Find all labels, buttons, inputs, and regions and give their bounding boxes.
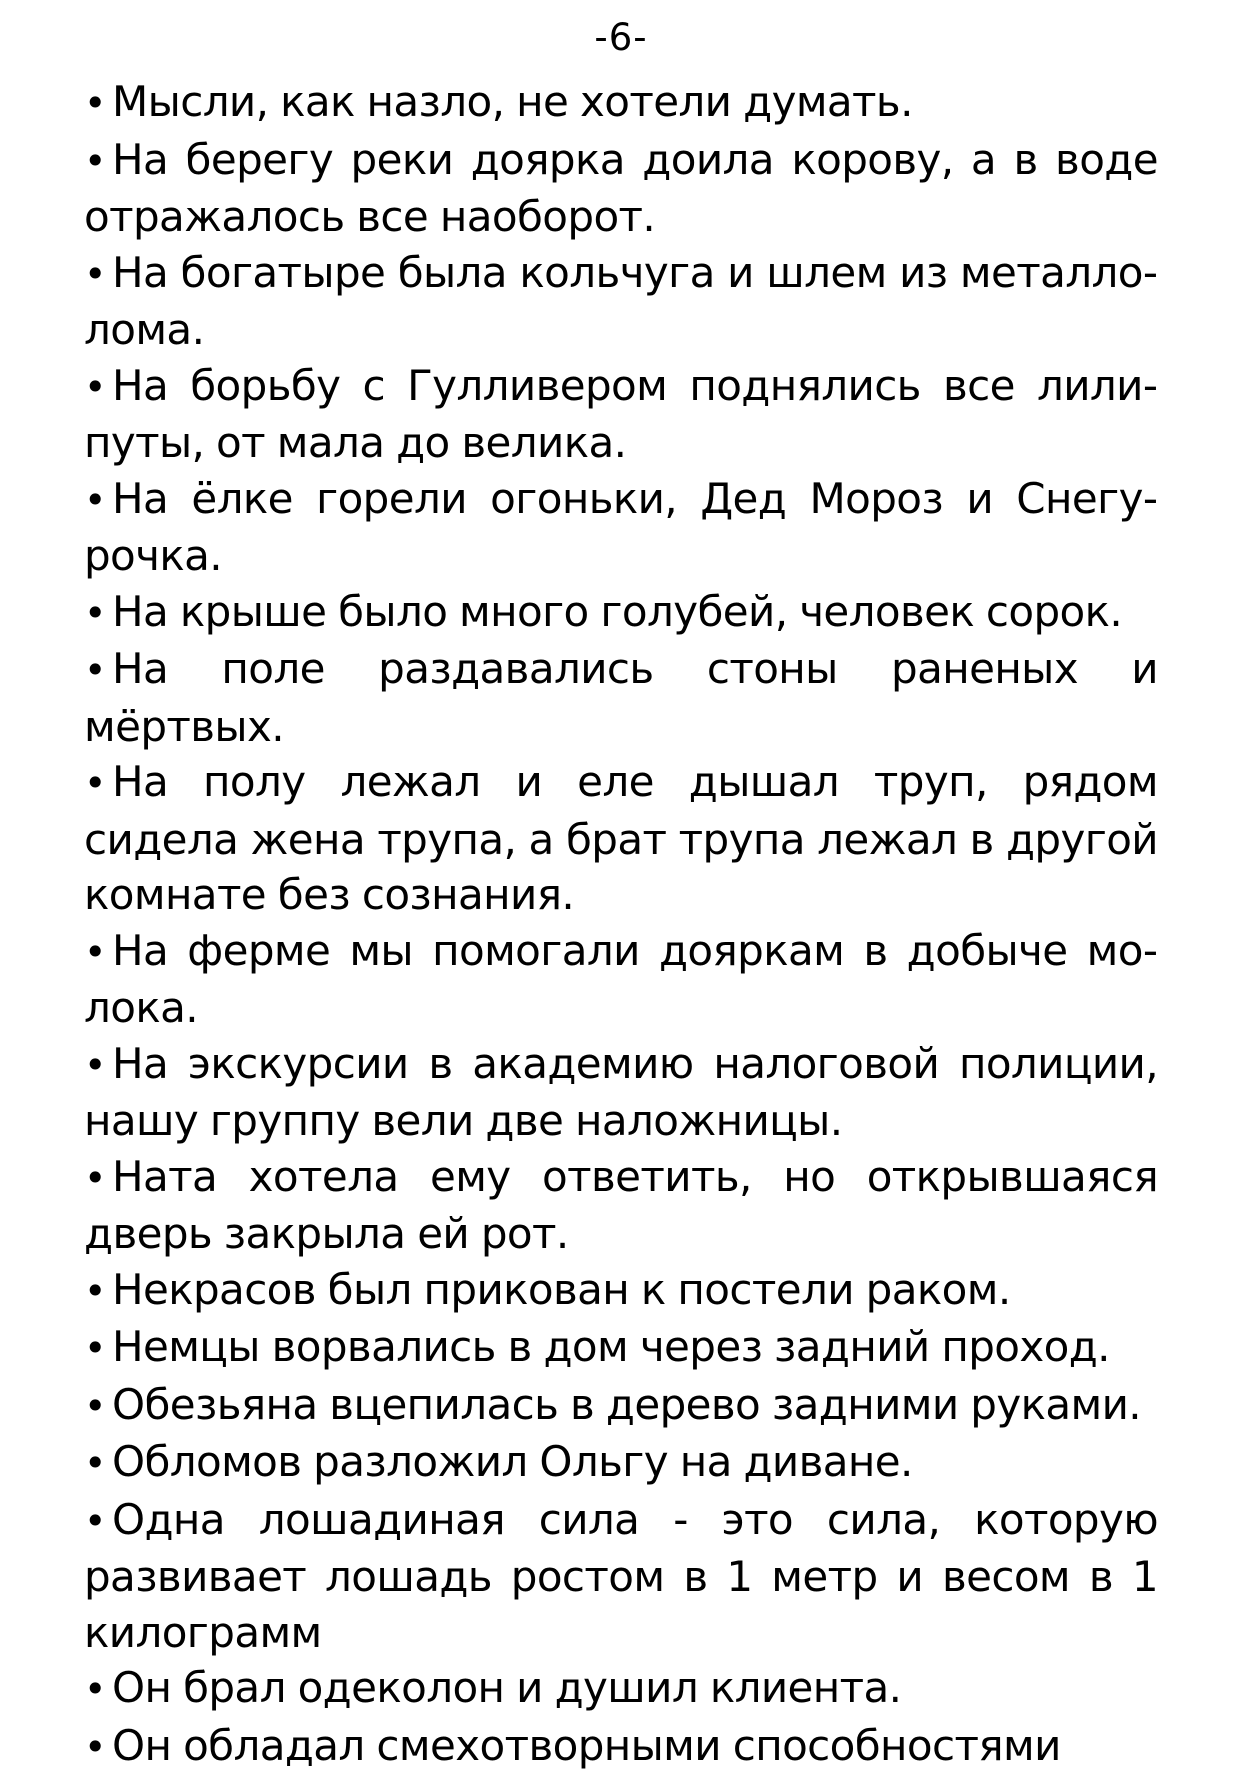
list-item: [84, 1434, 1158, 1492]
bullet-icon: •: [84, 1264, 112, 1320]
bullet-icon: •: [84, 1494, 112, 1550]
page-number: -6-: [84, 14, 1158, 74]
list-item: [84, 1492, 1158, 1661]
entry-text: Мысли, как назло, не хотели думать.: [112, 77, 913, 126]
bullet-icon: •: [84, 134, 112, 190]
bullet-icon: •: [84, 1662, 112, 1718]
entry-text: На экскурсии в академию налоговой полиции, нашу группу вели две наложницы.: [84, 1039, 1158, 1146]
entry-text: На борьбу с Гулливером поднялись все лилипуты, от мала до велика.: [84, 361, 1158, 468]
list-item: [84, 245, 1158, 358]
entry-text: На богатыре была кольчуга и шлем из металлолома.: [84, 248, 1158, 355]
bullet-icon: •: [84, 473, 112, 529]
entry-text: Он обладал смехотворными способностями: [112, 1721, 1061, 1770]
list-item: [84, 1262, 1158, 1320]
bullet-icon: •: [84, 925, 112, 981]
bullet-icon: •: [84, 1038, 112, 1094]
list-item: [84, 1660, 1158, 1718]
entry-text: Он брал одеколон и душил клиента.: [112, 1663, 901, 1712]
bullet-icon: •: [84, 1321, 112, 1377]
list-item: [84, 132, 1158, 245]
bullet-icon: •: [84, 360, 112, 416]
list-item: [84, 1036, 1158, 1149]
entry-text: Некрасов был прикован к постели раком.: [112, 1265, 1011, 1314]
bullet-icon: •: [84, 76, 112, 132]
bullet-icon: •: [84, 643, 112, 699]
entry-text: Немцы ворвались в дом через задний проход.: [112, 1322, 1110, 1371]
list-item: [84, 1149, 1158, 1262]
entry-text: Ната хотела ему ответить, но открывшаяся дверь закрыла ей рот.: [84, 1152, 1158, 1259]
bullet-icon: •: [84, 1720, 112, 1775]
entry-text: На ёлке горели огоньки, Дед Мороз и Снегурочка.: [84, 474, 1158, 581]
list-item: [84, 74, 1158, 132]
entry-text: Одна лошадиная сила - это сила, которую развивает лошадь ростом в 1 метр и весом в 1 килограмм: [84, 1495, 1158, 1657]
entry-text: Обезьяна вцепилась в дерево задними руками.: [112, 1380, 1141, 1429]
entry-text: На поле раздавались стоны раненых и мёртвых.: [84, 644, 1158, 751]
bullet-icon: •: [84, 247, 112, 303]
entry-text: На берегу реки доярка доила корову, а в воде отражалось все наоборот.: [84, 135, 1158, 242]
bullet-icon: •: [84, 586, 112, 642]
bullet-icon: •: [84, 1436, 112, 1492]
list-item: [84, 754, 1158, 923]
list-item: [84, 1718, 1158, 1775]
entry-text: На крыше было много голубей, человек сорок.: [112, 587, 1122, 636]
bullet-icon: •: [84, 756, 112, 812]
list-item: [84, 471, 1158, 584]
list-item: [84, 358, 1158, 471]
entry-text: Обломов разложил Ольгу на диване.: [112, 1437, 913, 1486]
list-item: [84, 641, 1158, 754]
entry-list: [84, 74, 1158, 1775]
list-item: [84, 1319, 1158, 1377]
entry-text: На ферме мы помогали дояркам в добыче молока.: [84, 926, 1158, 1033]
entry-text: На полу лежал и еле дышал труп, рядом сидела жена трупа, а брат трупа лежал в другой комнате без сознания.: [84, 757, 1158, 919]
bullet-icon: •: [84, 1379, 112, 1435]
list-item: [84, 1377, 1158, 1435]
list-item: [84, 923, 1158, 1036]
bullet-icon: •: [84, 1151, 112, 1207]
list-item: [84, 584, 1158, 642]
